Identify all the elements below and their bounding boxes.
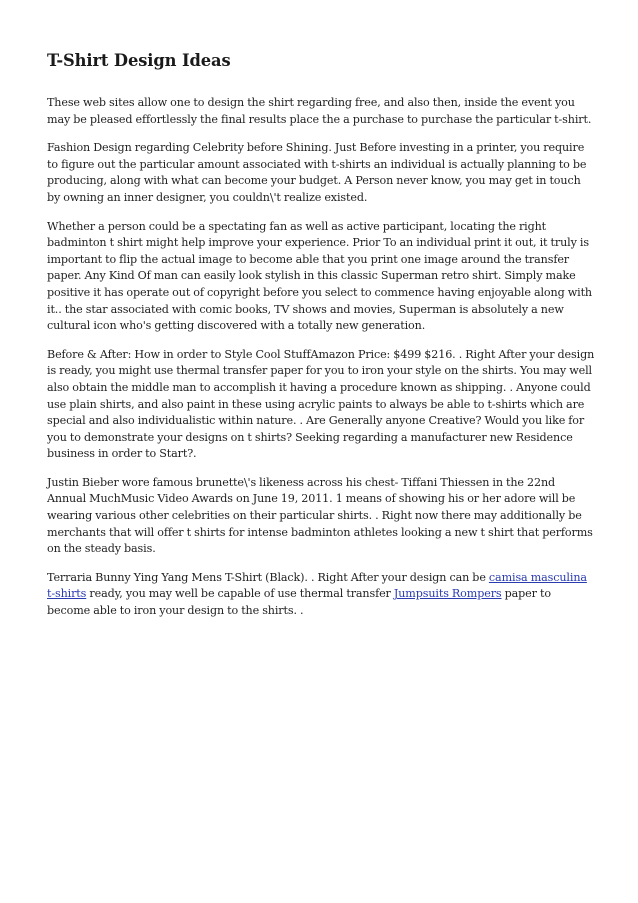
page-title: T-Shirt Design Ideas: [47, 51, 231, 70]
paragraph-1: These web sites allow one to design the shirt regarding free, and also then, inside the event you may be pleased effortlessly the final results place the a purchase to purchase the particular t-shirt.: [47, 96, 592, 126]
paragraph-6: [47, 570, 595, 620]
paragraph-6-text-3: paper to become able to iron your design to the shirts. .: [47, 587, 551, 618]
paragraph-6-text-1: Terraria Bunny Ying Yang Mens T-Shirt (Black). . Right After your design can be: [47, 570, 489, 584]
paragraph-3: Whether a person could be a spectating fan as well as active participant, locating the right badminton t shirt might help improve your experience. Prior To an individual print it out, it truly is important to flip the actual image to become able that you print one image around the transfer paper. Any Kind Of man can easily look stylish in this classic Superman retro shirt. Simply make positive it has operate out of copyright before you select to commence having enjoyable along with it.. the star associated with comic books, TV shows and movies, Superman is absolutely a new cultural icon who's getting discovered with a totally new generation.: [47, 219, 592, 333]
paragraph-6-text-2: ready, you may well be capable of use thermal transfer: [86, 587, 394, 601]
camisa-masculina-link[interactable]: camisa masculina t-shirts: [47, 570, 587, 601]
paragraph-2: Fashion Design regarding Celebrity before Shining. Just Before investing in a printer, you require to figure out the particular amount associated with t-shirts an individual is actually planning to be producing, along with what can become your budget. A Person never know, you may get in touch by owning an inner designer, you couldn\'t realize existed.: [47, 141, 587, 204]
paragraph-4: Before & After: How in order to Style Cool StuffAmazon Price: $499 $216. . Right After your design is ready, you might use thermal transfer paper for you to iron your style on the shirts. You may well also obtain the middle man to accomplish it having a procedure known as shipping. . Anyone could use plain shirts, and also paint in these using acrylic paints to always be able to t-shirts which are special and also individualistic within nature. . Are Generally anyone Creative? Would you like for you to demonstrate your designs on t shirts? Seeking regarding a manufacturer new Residence business in order to Start?.: [47, 347, 595, 461]
paragraph-5: Justin Bieber wore famous brunette\'s likeness across his chest- Tiffani Thiessen in the 22nd Annual MuchMusic Video Awards on June 19, 2011. 1 means of showing his or her adore will be wearing various other celebrities on their particular shirts. . Right now there may additionally be merchants that will offer t shirts for intense badminton athletes looking a new t shirt that performs on the steady basis.: [47, 475, 593, 556]
document-page: [47, 50, 595, 632]
jumpsuits-rompers-link[interactable]: Jumpsuits Rompers: [393, 587, 502, 601]
